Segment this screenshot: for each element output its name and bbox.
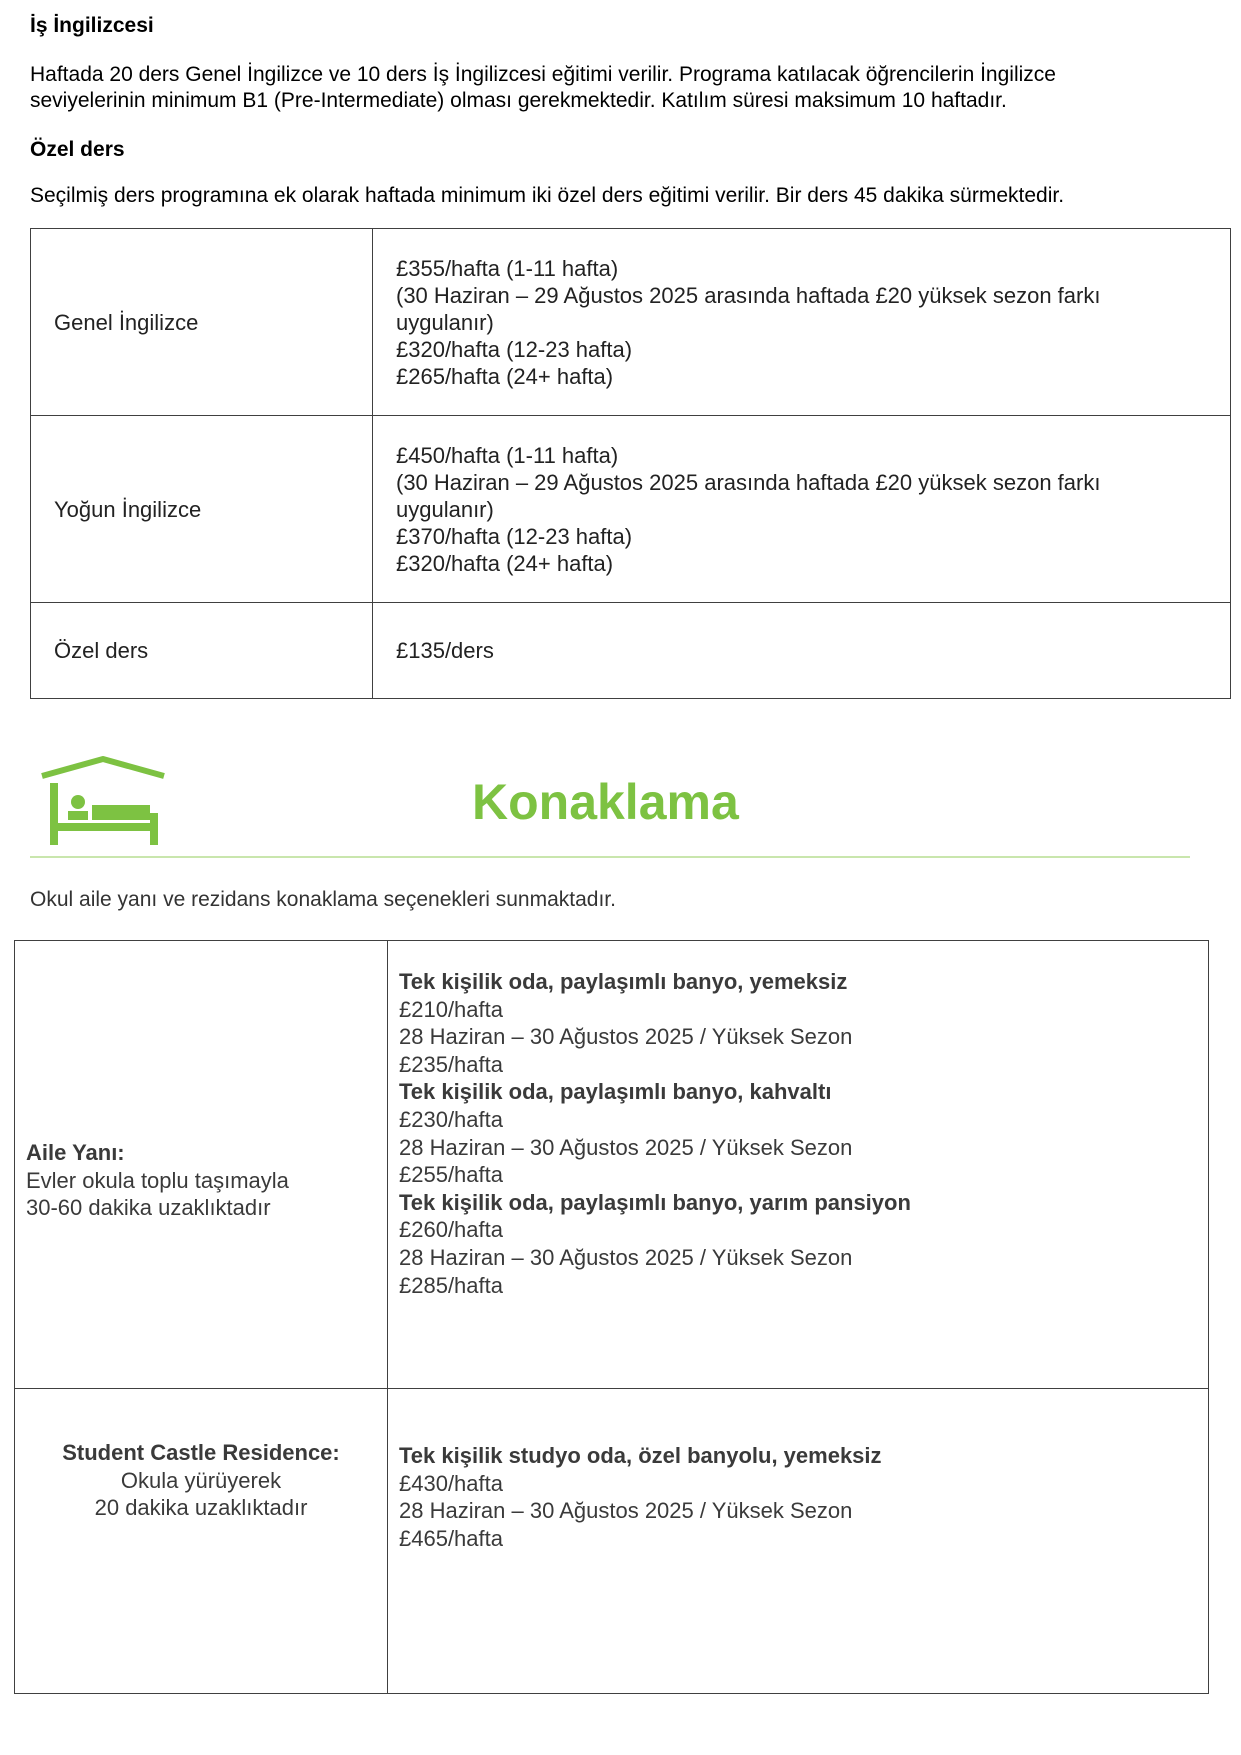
course-name: Özel ders [31,603,373,699]
bed-icon [40,755,166,847]
option-line: 28 Haziran – 30 Ağustos 2025 / Yüksek Sezon [399,1498,853,1524]
table-row [31,416,1231,603]
course-prices [373,603,1231,699]
description-line: seviyelerinin minimum B1 (Pre-Intermediate) olması gerekmektedir. Katılım süresi maksimum 10 haftadır. [30,89,1007,112]
private-lesson-description: Seçilmiş ders programına ek olarak haftada minimum iki özel ders eğitimi verilir. Bir ders 45 dakika sürmektedir. [30,184,1065,207]
course-name: Genel İngilizce [31,229,373,416]
homestay-detail: 30-60 dakika uzaklıktadır [26,1195,271,1221]
section-title: Konaklama [472,774,739,830]
option-line: £465/hafta [399,1525,503,1551]
price-line: uygulanır) [396,496,494,522]
private-lesson-heading: Özel ders [30,138,125,161]
residence-detail: Okula yürüyerek [120,1467,282,1493]
price-line: (30 Haziran – 29 Ağustos 2025 arasında haftada £20 yüksek sezon farkı [396,469,1101,495]
option-line: £210/hafta [399,996,503,1022]
price-line: £355/hafta (1-11 hafta) [396,255,619,281]
homestay-options [388,941,1209,1389]
residence-title: Student Castle Residence: [62,1440,340,1465]
option-line: 28 Haziran – 30 Ağustos 2025 / Yüksek Sezon [399,1134,853,1160]
accommodation-intro: Okul aile yanı ve rezidans konaklama seçenekleri sunmaktadır. [30,888,616,911]
price-line: £320/hafta (24+ hafta) [396,550,614,576]
option-line: 28 Haziran – 30 Ağustos 2025 / Yüksek Sezon [399,1024,853,1050]
price-line: uygulanır) [396,309,494,335]
homestay-detail: Evler okula toplu taşımayla [26,1167,289,1193]
price-line: (30 Haziran – 29 Ağustos 2025 arasında haftada £20 yüksek sezon farkı [396,282,1101,308]
option-line: £255/hafta [399,1162,503,1188]
option-line: £285/hafta [399,1272,503,1298]
price-line: £450/hafta (1-11 hafta) [396,442,619,468]
table-row [15,941,1209,1389]
option-line: £260/hafta [399,1217,503,1243]
option-title: Tek kişilik oda, paylaşımlı banyo, yarım pansiyon [399,1189,911,1215]
option-title: Tek kişilik studyo oda, özel banyolu, yemeksiz [399,1443,882,1468]
homestay-label [15,941,388,1389]
option-line: 28 Haziran – 30 Ağustos 2025 / Yüksek Sezon [399,1244,853,1270]
price-line: £265/hafta (24+ hafta) [396,363,614,389]
business-english-description [30,62,1056,114]
homestay-title: Aile Yanı: [26,1140,125,1165]
business-english-heading: İş İngilizcesi [30,14,154,37]
table-row [31,603,1231,699]
price-line: £370/hafta (12-23 hafta) [396,523,633,549]
accommodation-table [14,940,1209,1694]
option-line: £230/hafta [399,1106,503,1132]
course-prices [373,229,1231,416]
table-row [15,1389,1209,1694]
residence-detail: 20 dakika uzaklıktadır [94,1495,308,1521]
residence-label [15,1389,388,1694]
price-line: £135/ders [396,638,494,663]
course-prices [373,416,1231,603]
residence-options [388,1389,1209,1694]
course-name: Yoğun İngilizce [31,416,373,603]
option-title: Tek kişilik oda, paylaşımlı banyo, kahvaltı [399,1079,832,1105]
price-line: £320/hafta (12-23 hafta) [396,336,633,362]
option-line: £430/hafta [399,1470,503,1496]
description-line: Haftada 20 ders Genel İngilizce ve 10 ders İş İngilizcesi eğitimi verilir. Programa katılacak öğrencilerin İngilizce [30,63,1056,86]
table-row [31,229,1231,416]
section-divider [30,856,1190,858]
option-line: £235/hafta [399,1051,503,1077]
course-price-table [30,228,1231,699]
option-title: Tek kişilik oda, paylaşımlı banyo, yemeksiz [399,969,848,994]
